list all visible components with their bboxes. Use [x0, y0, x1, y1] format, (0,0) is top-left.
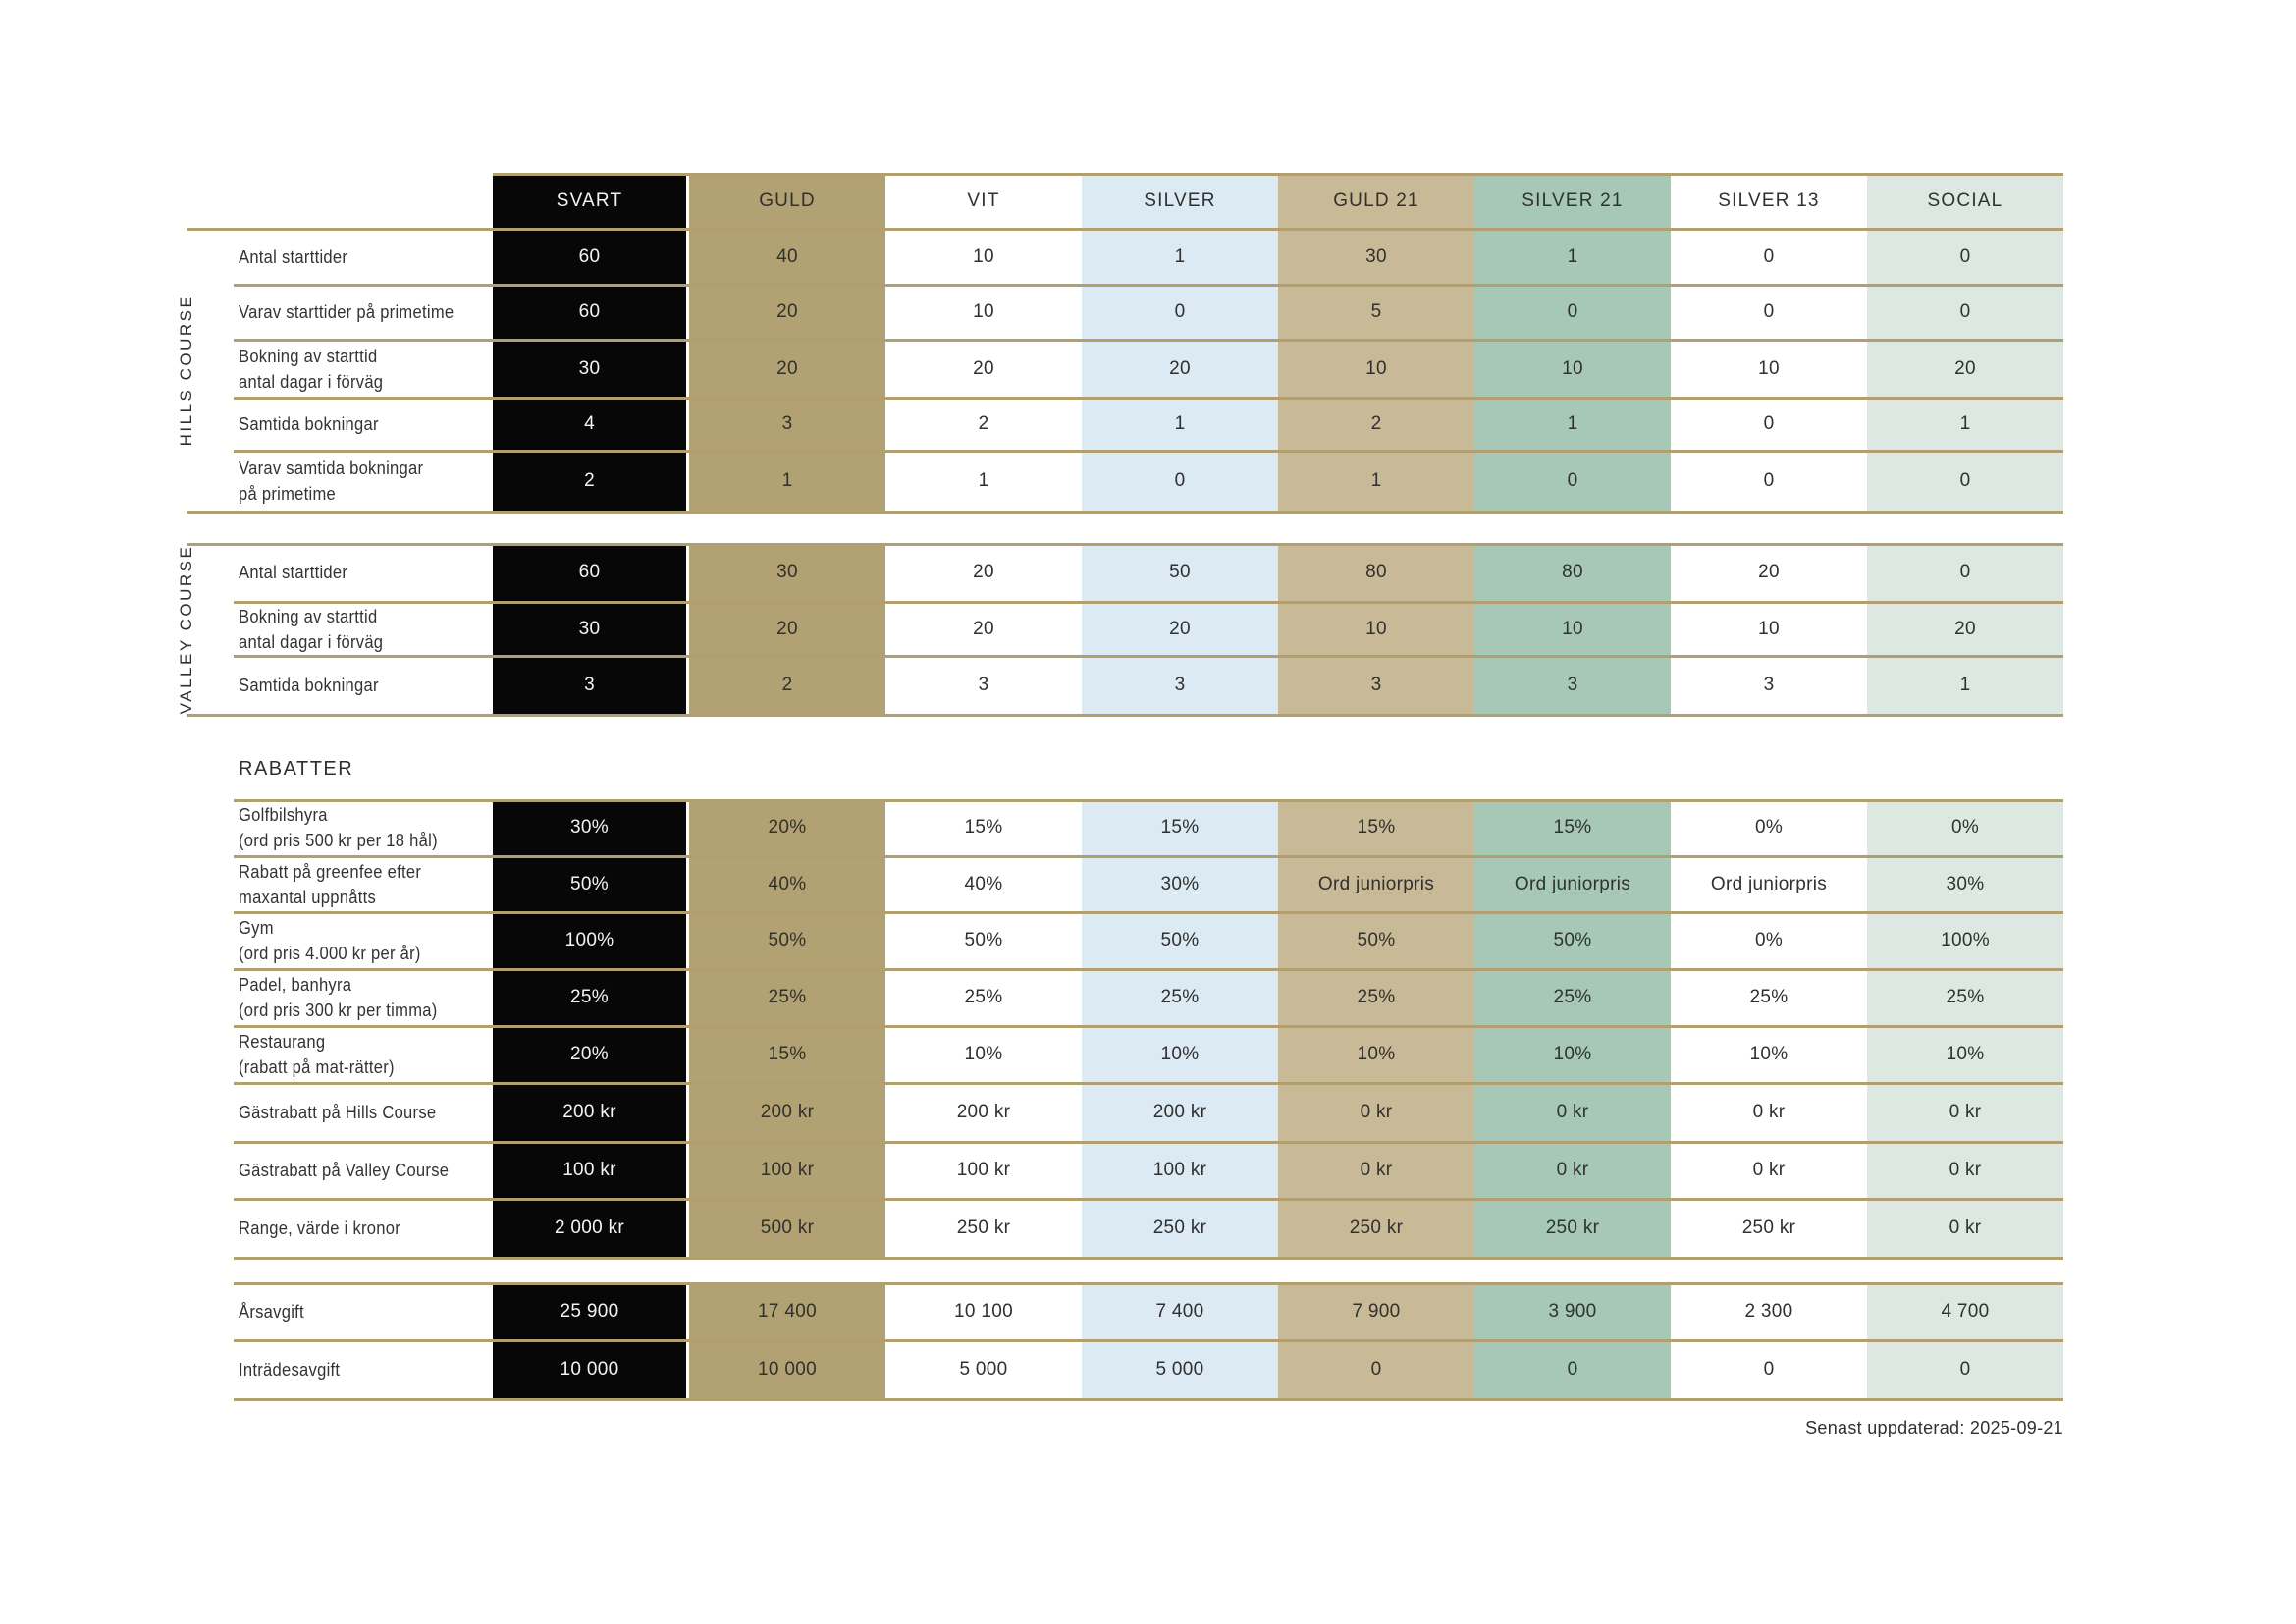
value-cell-silver: 15%: [1160, 817, 1200, 838]
value-cell-social: 0 kr: [1949, 1160, 1982, 1180]
value-cell-silver-13: 2 300: [1744, 1300, 1793, 1322]
value-cell-social: 0: [1959, 470, 1971, 491]
value-cell-silver-13: 25%: [1749, 987, 1789, 1007]
value-cell-vit: 40%: [964, 873, 1003, 894]
row-label: [234, 398, 493, 451]
column-header-guld-21: GULD 21: [1333, 189, 1419, 211]
row-label-line: Antal starttider: [239, 246, 348, 267]
value-cell-guld-21: 10%: [1357, 1044, 1396, 1064]
row-label-line: Årsavgift: [239, 1301, 304, 1322]
row-label-line: Gästrabatt på Hills Course: [239, 1103, 437, 1122]
value-cell-silver-13: 0: [1763, 301, 1775, 322]
value-cell-svart: 30%: [570, 817, 609, 838]
value-cell-silver: 50: [1169, 562, 1191, 582]
valley-course-side-label: VALLEY COURSE: [177, 544, 195, 715]
value-cell-guld: 20: [776, 357, 798, 379]
value-cell-silver: 5 000: [1155, 1359, 1204, 1380]
column-header-silver: SILVER: [1144, 189, 1216, 211]
row-label-line: Padel, banhyra: [239, 975, 352, 995]
value-cell-guld-21: 0 kr: [1360, 1102, 1393, 1122]
value-cell-svart: 2: [584, 470, 595, 491]
value-cell-svart: 200 kr: [562, 1102, 616, 1122]
value-cell-svart: 10 000: [560, 1359, 619, 1380]
value-cell-guld-21: 0: [1370, 1359, 1382, 1380]
value-cell-silver-13: 0: [1763, 470, 1775, 491]
value-cell-vit: 20: [973, 562, 994, 582]
value-cell-vit: 20: [973, 618, 994, 639]
value-cell-vit: 10: [973, 301, 994, 322]
value-cell-silver-21: Ord juniorpris: [1514, 873, 1631, 894]
value-cell-silver: 100 kr: [1152, 1160, 1207, 1180]
value-cell-svart: 2 000 kr: [554, 1218, 625, 1238]
row-label: [234, 1142, 493, 1199]
row-label-line: Bokning av starttid: [239, 346, 378, 366]
value-cell-vit: 100 kr: [956, 1160, 1011, 1180]
value-cell-guld: 20: [776, 301, 798, 322]
value-cell-guld-21: 2: [1370, 413, 1382, 434]
value-cell-silver-21: 0: [1567, 1359, 1578, 1380]
value-cell-vit: 10 100: [954, 1300, 1013, 1322]
value-cell-vit: 25%: [964, 987, 1003, 1007]
value-cell-silver-13: 0%: [1754, 930, 1784, 950]
row-label: [234, 656, 493, 715]
value-cell-silver-13: 0: [1763, 1359, 1775, 1380]
value-cell-guld: 50%: [768, 930, 807, 950]
row-label: [234, 856, 493, 912]
value-cell-svart: 60: [578, 301, 601, 322]
value-cell-social: 0: [1959, 1359, 1971, 1380]
value-cell-vit: 2: [978, 413, 989, 434]
row-label-line: maxantal uppnåtts: [239, 887, 377, 907]
value-cell-social: 0: [1959, 562, 1971, 582]
value-cell-silver-21: 50%: [1553, 930, 1592, 950]
column-header-guld: GULD: [759, 189, 816, 211]
value-cell-guld-21: 3: [1370, 675, 1382, 695]
value-cell-silver-21: 0 kr: [1556, 1160, 1589, 1180]
value-cell-silver-21: 15%: [1553, 817, 1592, 838]
row-label: [234, 602, 493, 656]
value-cell-silver-13: 20: [1758, 562, 1780, 582]
row-label: [234, 285, 493, 340]
value-cell-silver: 10%: [1160, 1044, 1200, 1064]
value-cell-guld: 30: [776, 562, 798, 582]
value-cell-social: 100%: [1941, 930, 1990, 950]
row-label: [234, 969, 493, 1026]
value-cell-guld: 17 400: [758, 1300, 817, 1322]
value-cell-silver-21: 1: [1567, 245, 1578, 267]
value-cell-guld-21: Ord juniorpris: [1317, 873, 1435, 894]
row-label-line: Varav starttider på primetime: [239, 302, 454, 322]
value-cell-silver-13: 0%: [1754, 817, 1784, 838]
column-header-silver-13: SILVER 13: [1718, 189, 1820, 211]
row-label: [234, 1199, 493, 1258]
row-label-line: Golfbilshyra: [239, 805, 328, 825]
row-label: [234, 1340, 493, 1399]
row-label-line: på primetime: [239, 484, 337, 504]
row-label: [234, 912, 493, 969]
rabatter-heading: RABATTER: [239, 758, 354, 780]
value-cell-guld: 200 kr: [760, 1102, 815, 1122]
value-cell-svart: 60: [578, 562, 601, 582]
row-label-line: (ord pris 500 kr per 18 hål): [239, 831, 438, 850]
hills-course-side-label: HILLS COURSE: [177, 294, 195, 447]
value-cell-social: 0 kr: [1949, 1218, 1982, 1238]
value-cell-social: 0 kr: [1949, 1102, 1982, 1122]
value-cell-guld-21: 25%: [1357, 987, 1396, 1007]
value-cell-guld-21: 1: [1370, 470, 1382, 491]
value-cell-vit: 15%: [964, 817, 1003, 838]
value-cell-guld-21: 10: [1365, 357, 1387, 379]
value-cell-silver-21: 250 kr: [1545, 1218, 1600, 1238]
value-cell-svart: 20%: [570, 1044, 609, 1064]
row-label-line: (ord pris 4.000 kr per år): [239, 944, 421, 963]
value-cell-guld-21: 50%: [1357, 930, 1396, 950]
value-cell-social: 10%: [1946, 1044, 1985, 1064]
value-cell-guld: 20: [776, 618, 798, 639]
value-cell-guld: 15%: [768, 1044, 807, 1064]
value-cell-guld: 40%: [768, 873, 807, 894]
value-cell-social: 30%: [1946, 873, 1985, 894]
column-header-silver-21: SILVER 21: [1522, 189, 1624, 211]
value-cell-silver: 30%: [1160, 873, 1200, 894]
row-label-line: antal dagar i förväg: [239, 371, 384, 392]
column-header-svart: SVART: [556, 189, 623, 211]
value-cell-silver: 20: [1169, 618, 1191, 639]
row-label-line: (rabatt på mat-rätter): [239, 1057, 395, 1077]
value-cell-silver-21: 10: [1562, 357, 1583, 379]
value-cell-silver-13: 10: [1758, 357, 1780, 379]
value-cell-silver-21: 3 900: [1548, 1300, 1597, 1322]
row-label-line: antal dagar i förväg: [239, 631, 384, 652]
row-label: [234, 451, 493, 512]
value-cell-vit: 250 kr: [956, 1218, 1011, 1238]
value-cell-silver-21: 25%: [1553, 987, 1592, 1007]
section-hills-course: [187, 173, 2063, 512]
value-cell-silver-21: 0: [1567, 470, 1578, 491]
value-cell-social: 4 700: [1941, 1300, 1990, 1322]
row-label-line: Gästrabatt på Valley Course: [239, 1161, 450, 1180]
value-cell-silver-13: Ord juniorpris: [1710, 873, 1828, 894]
row-label: [234, 543, 493, 602]
value-cell-guld-21: 30: [1365, 245, 1387, 267]
column-header-vit: VIT: [967, 189, 1000, 211]
value-cell-guld-21: 80: [1365, 562, 1387, 582]
value-cell-silver-21: 1: [1567, 413, 1578, 434]
value-cell-silver-13: 10: [1758, 618, 1780, 639]
value-cell-silver-21: 80: [1562, 562, 1583, 582]
value-cell-silver-21: 0: [1567, 301, 1578, 322]
value-cell-silver-21: 0 kr: [1556, 1102, 1589, 1122]
value-cell-guld: 3: [781, 413, 793, 434]
value-cell-social: 1: [1959, 675, 1971, 695]
value-cell-social: 20: [1954, 618, 1976, 639]
value-cell-social: 25%: [1946, 987, 1985, 1007]
value-cell-guld: 40: [776, 245, 798, 267]
value-cell-guld: 500 kr: [760, 1218, 815, 1238]
value-cell-silver-13: 0 kr: [1752, 1160, 1786, 1180]
row-label-line: Varav samtida bokningar: [239, 459, 424, 478]
value-cell-svart: 25 900: [560, 1300, 619, 1322]
value-cell-guld-21: 0 kr: [1360, 1160, 1393, 1180]
value-cell-silver-13: 3: [1763, 675, 1775, 695]
section-valley-course: [187, 543, 2063, 715]
value-cell-vit: 3: [978, 675, 989, 695]
value-cell-silver: 0: [1174, 470, 1186, 491]
column-header-social: SOCIAL: [1927, 189, 2003, 211]
value-cell-silver-21: 10: [1562, 618, 1583, 639]
row-label: [234, 799, 493, 856]
value-cell-social: 0: [1959, 301, 1971, 322]
value-cell-vit: 10: [973, 245, 994, 267]
value-cell-guld: 25%: [768, 987, 807, 1007]
value-cell-vit: 50%: [964, 930, 1003, 950]
value-cell-silver: 250 kr: [1152, 1218, 1207, 1238]
value-cell-silver-13: 0 kr: [1752, 1102, 1786, 1122]
row-label-line: Rabatt på greenfee efter: [239, 861, 422, 882]
row-label-line: Bokning av starttid: [239, 606, 378, 626]
row-label-line: (ord pris 300 kr per timma): [239, 1001, 438, 1020]
value-cell-silver-13: 250 kr: [1741, 1218, 1796, 1238]
value-cell-guld: 1: [781, 470, 793, 491]
value-cell-svart: 25%: [570, 987, 609, 1007]
value-cell-silver-13: 10%: [1749, 1044, 1789, 1064]
row-label: [234, 1083, 493, 1142]
value-cell-silver: 3: [1174, 675, 1186, 695]
value-cell-silver: 0: [1174, 301, 1186, 322]
row-label-line: Restaurang: [239, 1032, 326, 1052]
last-updated-note: Senast uppdaterad: 2025-09-21: [1805, 1418, 2063, 1437]
row-label: [234, 1026, 493, 1083]
value-cell-social: 0: [1959, 245, 1971, 267]
value-cell-silver-13: 0: [1763, 413, 1775, 434]
row-label: [234, 229, 493, 285]
value-cell-svart: 100%: [564, 930, 614, 950]
value-cell-svart: 4: [584, 413, 595, 434]
value-cell-silver-13: 0: [1763, 245, 1775, 267]
section-rabatter: [187, 799, 2063, 1258]
value-cell-vit: 20: [973, 357, 994, 379]
row-label-line: Gym: [239, 918, 274, 938]
value-cell-guld: 20%: [768, 817, 807, 838]
section-avgifter: [187, 1282, 2063, 1399]
value-cell-vit: 5 000: [959, 1359, 1008, 1380]
value-cell-silver-21: 3: [1567, 675, 1578, 695]
value-cell-guld-21: 5: [1370, 301, 1382, 322]
value-cell-silver: 25%: [1160, 987, 1200, 1007]
value-cell-vit: 1: [978, 470, 989, 491]
value-cell-silver: 1: [1174, 413, 1186, 434]
value-cell-vit: 200 kr: [956, 1102, 1011, 1122]
value-cell-silver: 200 kr: [1152, 1102, 1207, 1122]
value-cell-svart: 100 kr: [562, 1160, 616, 1180]
row-label-line: Antal starttider: [239, 563, 348, 582]
value-cell-silver: 1: [1174, 245, 1186, 267]
row-label: [234, 1282, 493, 1340]
value-cell-silver-21: 10%: [1553, 1044, 1592, 1064]
value-cell-guld-21: 10: [1365, 618, 1387, 639]
value-cell-guld: 10 000: [758, 1359, 817, 1380]
row-label-line: Samtida bokningar: [239, 676, 379, 695]
value-cell-vit: 10%: [964, 1044, 1003, 1064]
value-cell-guld-21: 250 kr: [1349, 1218, 1404, 1238]
value-cell-social: 1: [1959, 413, 1971, 434]
row-label-line: Inträdesavgift: [239, 1360, 341, 1380]
value-cell-guld-21: 7 900: [1352, 1300, 1401, 1322]
value-cell-silver: 50%: [1160, 930, 1200, 950]
value-cell-guld-21: 15%: [1357, 817, 1396, 838]
row-label: [234, 340, 493, 398]
value-cell-svart: 30: [578, 357, 601, 379]
value-cell-social: 0%: [1950, 817, 1980, 838]
row-label-line: Samtida bokningar: [239, 414, 379, 434]
value-cell-svart: 30: [578, 618, 601, 639]
value-cell-guld: 100 kr: [760, 1160, 815, 1180]
row-label-line: Range, värde i kronor: [239, 1218, 401, 1238]
value-cell-guld: 2: [781, 675, 793, 695]
value-cell-social: 20: [1954, 357, 1976, 379]
value-cell-svart: 50%: [570, 873, 609, 894]
value-cell-svart: 3: [584, 675, 595, 695]
value-cell-silver: 7 400: [1155, 1300, 1204, 1322]
value-cell-svart: 60: [578, 245, 601, 267]
value-cell-silver: 20: [1169, 357, 1191, 379]
